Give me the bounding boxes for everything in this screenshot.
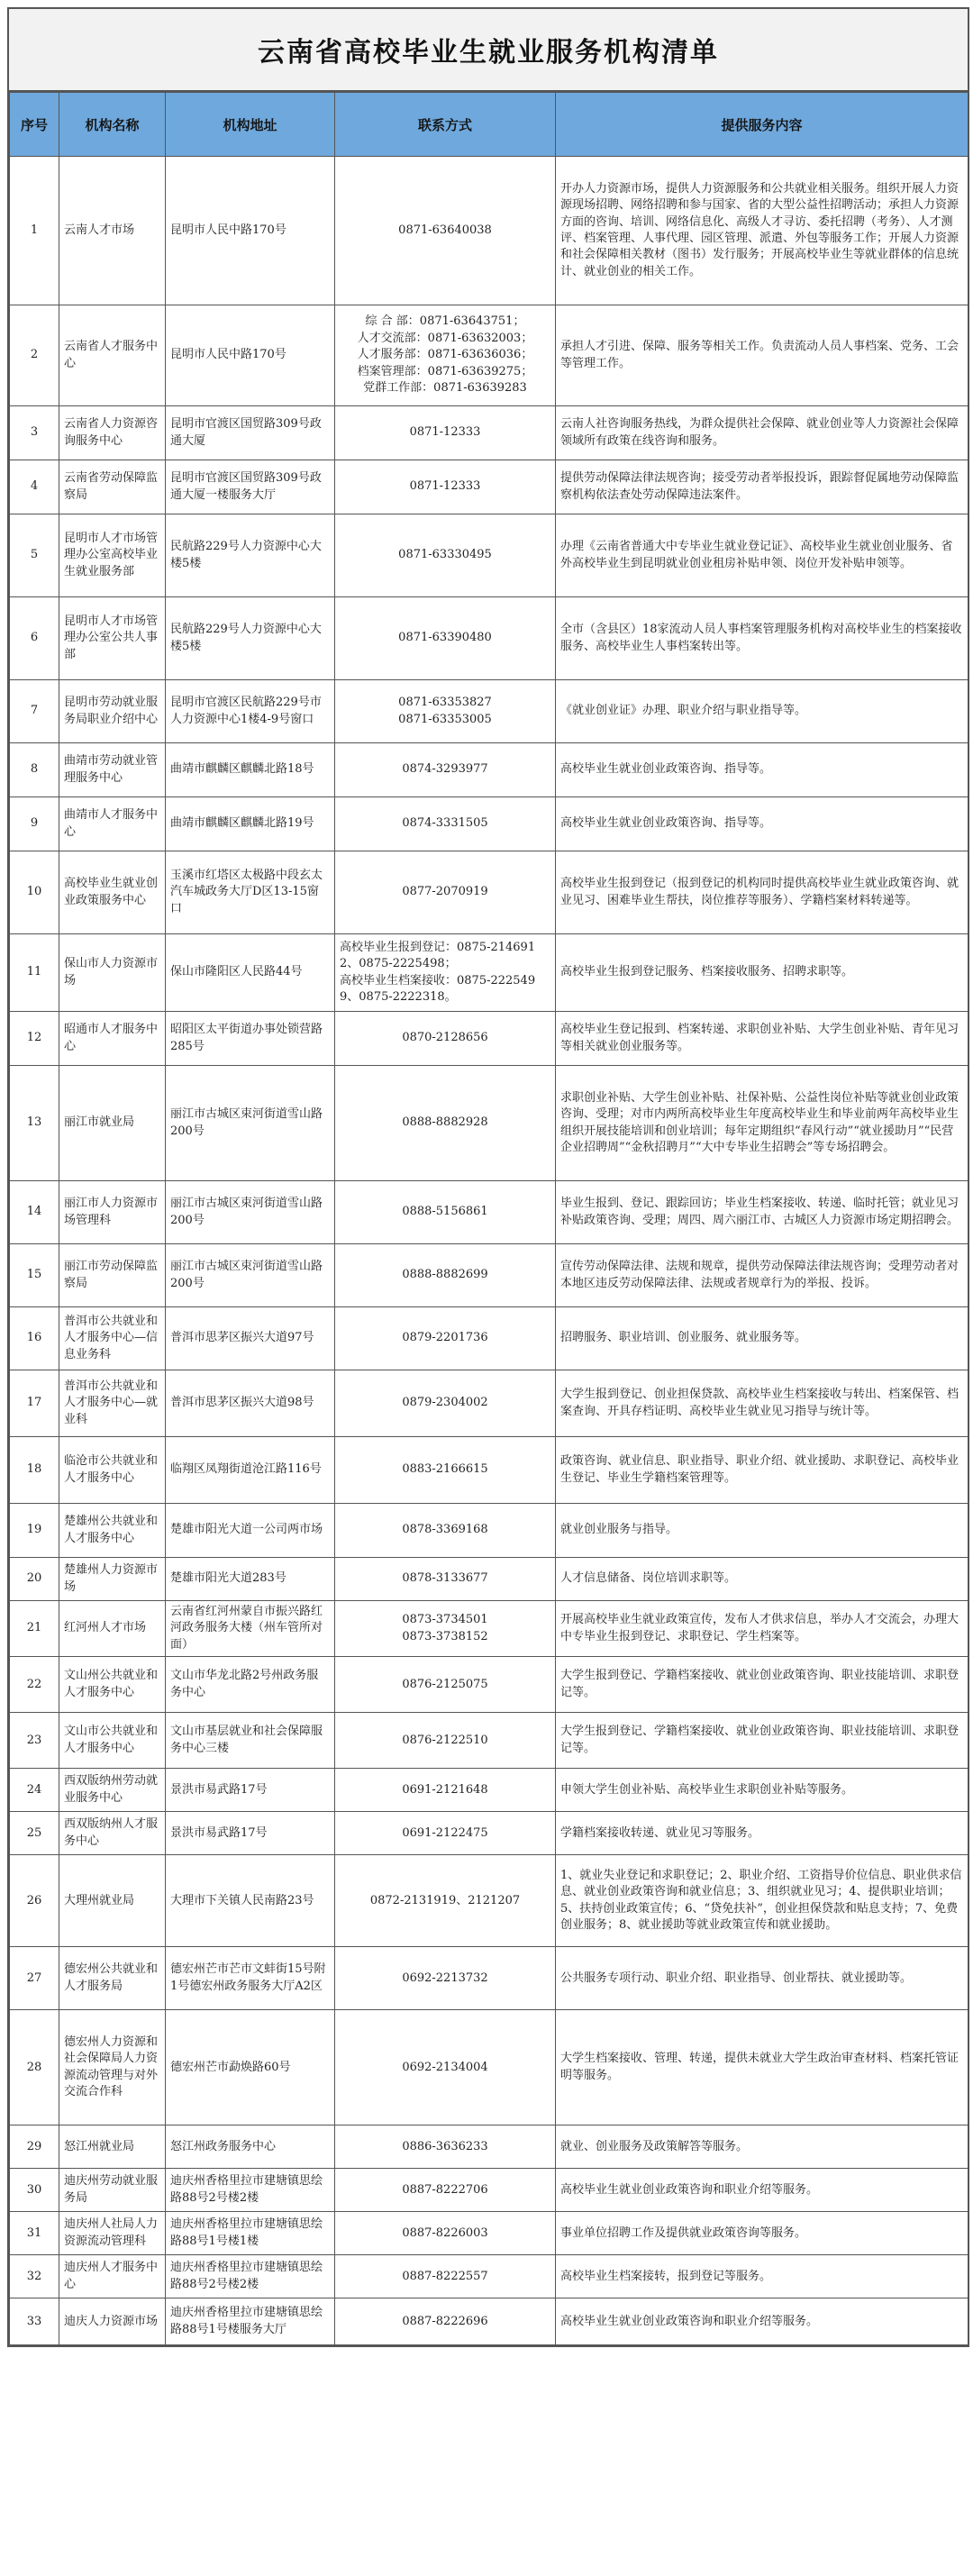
institution-name: 昆明市人才市场管理办公室高校毕业生就业服务部 <box>59 514 166 597</box>
phone-line: 0692-2213732 <box>402 1971 488 1985</box>
institution-contact <box>335 1307 556 1370</box>
row-number: 5 <box>10 514 59 597</box>
service-content: 高校毕业生就业创业政策咨询、指导等。 <box>556 797 968 851</box>
institution-address: 普洱市思茅区振兴大道97号 <box>166 1307 335 1370</box>
header-address: 机构地址 <box>166 93 335 157</box>
institution-name: 丽江市就业局 <box>59 1066 166 1181</box>
row-number: 4 <box>10 460 59 514</box>
institution-contact <box>335 1012 556 1066</box>
service-content: 就业、创业服务及政策解答等服务。 <box>556 2125 968 2169</box>
service-content: 高校毕业生报到登记（报到登记的机构同时提供高校毕业生就业政策咨询、就业见习、困难毕业生帮扶，岗位推荐等服务）、学籍档案材料转递等。 <box>556 851 968 934</box>
service-content: 办理《云南省普通大中专毕业生就业登记证》、高校毕业生就业创业服务、省外高校毕业生到昆明就业创业租房补贴申领、岗位开发补贴申领等。 <box>556 514 968 597</box>
document-title: 云南省高校毕业生就业服务机构清单 <box>9 9 968 92</box>
institution-contact <box>335 1812 556 1855</box>
table-row <box>10 2298 968 2345</box>
table-row <box>10 1855 968 1947</box>
institution-address: 景洪市易武路17号 <box>166 1769 335 1812</box>
table-row <box>10 1601 968 1657</box>
institution-contact <box>335 514 556 597</box>
table-row <box>10 597 968 680</box>
phone-line: 0887-8222557 <box>402 2269 488 2283</box>
institution-address: 楚雄市阳光大道283号 <box>166 1558 335 1601</box>
institution-contact <box>335 797 556 851</box>
phone-line: 0691-2121648 <box>402 1782 488 1797</box>
service-content: 毕业生报到、登记、跟踪回访；毕业生档案接收、转递、临时托管；就业见习补贴政策咨询、受理；周四、周六丽江市、古城区人力资源市场定期招聘会。 <box>556 1181 968 1244</box>
institution-address: 昆明市人民中路170号 <box>166 305 335 406</box>
institution-contact <box>335 1066 556 1181</box>
phone-line: 0888-8882699 <box>402 1268 488 1282</box>
institution-name: 临沧市公共就业和人才服务中心 <box>59 1437 166 1504</box>
institution-contact <box>335 597 556 680</box>
phone-line: 0887-8222696 <box>402 2314 488 2328</box>
service-content: 求职创业补贴、大学生创业补贴、社保补贴、公益性岗位补贴等就业创业政策咨询、受理；对市内两所高校毕业生年度高校毕业生和毕业前两年高校毕业生组织开展技能培训和创业培训；每年定期组织“春风行动”“就业援助月”“民营企业招聘周”“金秋招聘月”“大中专毕业生招聘会”等专场招聘会。 <box>556 1066 968 1181</box>
row-number: 18 <box>10 1437 59 1504</box>
institution-address: 曲靖市麒麟区麒麟北路18号 <box>166 743 335 797</box>
phone-line: 高校毕业生档案接收：0875-2225499、0875-2222318。 <box>340 973 536 1004</box>
table-row <box>10 1012 968 1066</box>
institution-address: 昆明市人民中路170号 <box>166 157 335 305</box>
service-content: 开展高校毕业生就业政策宣传，发布人才供求信息，举办人才交流会，办理大中专毕业生报到登记、求职登记、学生档案等。 <box>556 1601 968 1657</box>
service-content: 云南人社咨询服务热线，为群众提供社会保障、就业创业等人力资源社会保障领域所有政策在线咨询和服务。 <box>556 406 968 460</box>
table-row <box>10 1769 968 1812</box>
institution-name: 西双版纳州人才服务中心 <box>59 1812 166 1855</box>
phone-line: 0873-3738152 <box>402 1629 488 1643</box>
institution-name: 楚雄州人力资源市场 <box>59 1558 166 1601</box>
institution-name: 昭通市人才服务中心 <box>59 1012 166 1066</box>
institution-name: 迪庆州人社局人力资源流动管理科 <box>59 2212 166 2255</box>
institution-address: 怒江州政务服务中心 <box>166 2125 335 2169</box>
service-content: 全市（含县区）18家流动人员人事档案管理服务机构对高校毕业生的档案接收服务、高校毕业生人事档案转出等。 <box>556 597 968 680</box>
institution-contact <box>335 1181 556 1244</box>
institution-name: 怒江州就业局 <box>59 2125 166 2169</box>
institution-contact <box>335 2212 556 2255</box>
institution-contact <box>335 1855 556 1947</box>
table-row <box>10 1244 968 1307</box>
row-number: 12 <box>10 1012 59 1066</box>
institution-contact <box>335 1947 556 2010</box>
header-number: 序号 <box>10 93 59 157</box>
row-number: 19 <box>10 1504 59 1558</box>
service-content: 大学生报到登记、学籍档案接收、就业创业政策咨询、职业技能培训、求职登记等。 <box>556 1657 968 1713</box>
institution-address: 玉溪市红塔区太极路中段玄太汽车城政务大厅D区13-15窗口 <box>166 851 335 934</box>
table-row <box>10 2010 968 2125</box>
institution-contact <box>335 1601 556 1657</box>
phone-line: 0887-8222706 <box>402 2182 488 2197</box>
phone-line: 0888-8882928 <box>402 1115 488 1130</box>
institution-name: 迪庆州劳动就业服务局 <box>59 2169 166 2212</box>
institution-name: 普洱市公共就业和人才服务中心—信息业务科 <box>59 1307 166 1370</box>
phone-line: 0871-12333 <box>409 479 481 494</box>
row-number: 13 <box>10 1066 59 1181</box>
row-number: 17 <box>10 1370 59 1437</box>
phone-line: 党群工作部：0871-63639283 <box>363 381 527 396</box>
service-content: 《就业创业证》办理、职业介绍与职业指导等。 <box>556 680 968 743</box>
row-number: 7 <box>10 680 59 743</box>
institution-name: 保山市人力资源市场 <box>59 934 166 1012</box>
institution-contact <box>335 1244 556 1307</box>
institution-contact <box>335 157 556 305</box>
row-number: 3 <box>10 406 59 460</box>
table-row <box>10 1657 968 1713</box>
institution-address: 昭阳区太平街道办事处锁营路285号 <box>166 1012 335 1066</box>
institution-address: 保山市隆阳区人民路44号 <box>166 934 335 1012</box>
institution-address: 昆明市官渡区国贸路309号政通大厦一楼服务大厅 <box>166 460 335 514</box>
institution-contact <box>335 305 556 406</box>
phone-line: 0887-8226003 <box>402 2226 488 2240</box>
table-row <box>10 460 968 514</box>
row-number: 9 <box>10 797 59 851</box>
phone-line: 人才交流部：0871-63632003； <box>357 331 533 345</box>
phone-line: 0886-3636233 <box>402 2139 488 2153</box>
institution-contact <box>335 1558 556 1601</box>
institution-contact <box>335 934 556 1012</box>
institution-address: 迪庆州香格里拉市建塘镇思绘路88号1号楼服务大厅 <box>166 2298 335 2345</box>
institution-name: 云南人才市场 <box>59 157 166 305</box>
phone-line: 高校毕业生报到登记：0875-2146912、0875-2225498； <box>340 940 536 971</box>
institution-address: 民航路229号人力资源中心大楼5楼 <box>166 597 335 680</box>
institution-contact <box>335 743 556 797</box>
row-number: 32 <box>10 2255 59 2298</box>
institution-list-sheet <box>7 7 969 2347</box>
institution-address: 文山市华龙北路2号州政务服务中心 <box>166 1657 335 1713</box>
phone-line: 0878-3133677 <box>402 1571 488 1586</box>
phone-line: 0878-3369168 <box>402 1523 488 1537</box>
row-number: 2 <box>10 305 59 406</box>
header-contact: 联系方式 <box>335 93 556 157</box>
service-content: 高校毕业生就业创业政策咨询、指导等。 <box>556 743 968 797</box>
service-content: 大学生报到登记、创业担保贷款、高校毕业生档案接收与转出、档案保管、档案查询、开具存档证明、高校毕业生就业见习指导与统计等。 <box>556 1370 968 1437</box>
institution-name: 红河州人才市场 <box>59 1601 166 1657</box>
institution-name: 大理州就业局 <box>59 1855 166 1947</box>
institution-table <box>9 92 968 2345</box>
phone-line: 0874-3293977 <box>402 762 488 777</box>
institution-contact <box>335 2125 556 2169</box>
row-number: 29 <box>10 2125 59 2169</box>
institution-contact <box>335 1657 556 1713</box>
phone-line: 0692-2134004 <box>402 2060 488 2074</box>
service-content: 1、就业失业登记和求职登记；2、职业介绍、工资指导价位信息、职业供求信息、就业创业政策咨询和就业信息；3、组织就业见习；4、提供职业培训；5、扶持创业政策宣传；6、“贷免扶补”，创业担保贷款和贴息支持；7、免费创业服务；8、就业援助等就业政策宣传和就业援助。 <box>556 1855 968 1947</box>
table-row <box>10 1713 968 1769</box>
phone-line: 0879-2201736 <box>402 1331 488 1345</box>
row-number: 16 <box>10 1307 59 1370</box>
table-row <box>10 305 968 406</box>
phone-line: 0888-5156861 <box>402 1205 488 1219</box>
service-content: 高校毕业生就业创业政策咨询和职业介绍等服务。 <box>556 2298 968 2345</box>
institution-address: 迪庆州香格里拉市建塘镇思绘路88号2号楼2楼 <box>166 2255 335 2298</box>
service-content: 大学生报到登记、学籍档案接收、就业创业政策咨询、职业技能培训、求职登记等。 <box>556 1713 968 1769</box>
row-number: 23 <box>10 1713 59 1769</box>
row-number: 15 <box>10 1244 59 1307</box>
table-row <box>10 2125 968 2169</box>
phone-line: 综 合 部：0871-63643751； <box>365 314 525 329</box>
row-number: 33 <box>10 2298 59 2345</box>
institution-name: 曲靖市人才服务中心 <box>59 797 166 851</box>
institution-name: 文山市公共就业和人才服务中心 <box>59 1713 166 1769</box>
institution-contact <box>335 2010 556 2125</box>
institution-address: 丽江市古城区束河街道雪山路200号 <box>166 1066 335 1181</box>
institution-address: 临翔区凤翔街道沧江路116号 <box>166 1437 335 1504</box>
service-content: 就业创业服务与指导。 <box>556 1504 968 1558</box>
service-content: 大学生档案接收、管理、转递，提供未就业大学生政治审查材料、档案托管证明等服务。 <box>556 2010 968 2125</box>
phone-line: 0871-63330495 <box>398 548 492 562</box>
institution-name: 西双版纳州劳动就业服务中心 <box>59 1769 166 1812</box>
row-number: 26 <box>10 1855 59 1947</box>
institution-contact <box>335 2255 556 2298</box>
institution-contact <box>335 851 556 934</box>
institution-contact <box>335 1437 556 1504</box>
institution-contact <box>335 1713 556 1769</box>
institution-address: 民航路229号人力资源中心大楼5楼 <box>166 514 335 597</box>
service-content: 高校毕业生档案接转，报到登记等服务。 <box>556 2255 968 2298</box>
institution-address: 迪庆州香格里拉市建塘镇思绘路88号1号楼1楼 <box>166 2212 335 2255</box>
institution-contact <box>335 2298 556 2345</box>
institution-name: 高校毕业生就业创业政策服务中心 <box>59 851 166 934</box>
phone-line: 0877-2070919 <box>402 885 488 899</box>
table-row <box>10 1947 968 2010</box>
institution-contact <box>335 1769 556 1812</box>
phone-line: 人才服务部：0871-63636036； <box>357 348 533 362</box>
service-content: 招聘服务、职业培训、创业服务、就业服务等。 <box>556 1307 968 1370</box>
table-header-row <box>10 93 968 157</box>
table-row <box>10 406 968 460</box>
row-number: 22 <box>10 1657 59 1713</box>
institution-address: 景洪市易武路17号 <box>166 1812 335 1855</box>
row-number: 25 <box>10 1812 59 1855</box>
phone-line: 0870-2128656 <box>402 1031 488 1045</box>
phone-line: 0879-2304002 <box>402 1396 488 1410</box>
phone-line: 0871-63390480 <box>398 631 492 645</box>
institution-name: 迪庆人力资源市场 <box>59 2298 166 2345</box>
row-number: 14 <box>10 1181 59 1244</box>
institution-contact <box>335 2169 556 2212</box>
institution-name: 昆明市劳动就业服务局职业介绍中心 <box>59 680 166 743</box>
institution-address: 楚雄市阳光大道一公司两市场 <box>166 1504 335 1558</box>
service-content: 高校毕业生登记报到、档案转递、求职创业补贴、大学生创业补贴、青年见习等相关就业创业服务等。 <box>556 1012 968 1066</box>
header-name: 机构名称 <box>59 93 166 157</box>
table-body <box>10 157 968 2345</box>
table-row <box>10 797 968 851</box>
institution-name: 云南省劳动保障监察局 <box>59 460 166 514</box>
table-row <box>10 2212 968 2255</box>
row-number: 30 <box>10 2169 59 2212</box>
institution-contact <box>335 680 556 743</box>
institution-name: 昆明市人才市场管理办公室公共人事部 <box>59 597 166 680</box>
table-row <box>10 1437 968 1504</box>
table-row <box>10 514 968 597</box>
table-row <box>10 2169 968 2212</box>
row-number: 21 <box>10 1601 59 1657</box>
phone-line: 0873-3734501 <box>402 1613 488 1627</box>
institution-name: 德宏州人力资源和社会保障局人力资源流动管理与对外交流合作科 <box>59 2010 166 2125</box>
table-row <box>10 851 968 934</box>
service-content: 政策咨询、就业信息、职业指导、职业介绍、就业援助、求职登记、高校毕业生登记、毕业生学籍档案管理等。 <box>556 1437 968 1504</box>
phone-line: 0876-2125075 <box>402 1677 488 1691</box>
table-row <box>10 1370 968 1437</box>
service-content: 学籍档案接收转递、就业见习等服务。 <box>556 1812 968 1855</box>
institution-name: 云南省人力资源咨询服务中心 <box>59 406 166 460</box>
institution-name: 文山州公共就业和人才服务中心 <box>59 1657 166 1713</box>
table-row <box>10 1812 968 1855</box>
table-row <box>10 2255 968 2298</box>
institution-name: 云南省人才服务中心 <box>59 305 166 406</box>
row-number: 10 <box>10 851 59 934</box>
institution-contact <box>335 406 556 460</box>
institution-address: 曲靖市麒麟区麒麟北路19号 <box>166 797 335 851</box>
institution-address: 昆明市官渡区国贸路309号政通大厦 <box>166 406 335 460</box>
service-content: 公共服务专项行动、职业介绍、职业指导、创业帮扶、就业援助等。 <box>556 1947 968 2010</box>
service-content: 事业单位招聘工作及提供就业政策咨询等服务。 <box>556 2212 968 2255</box>
institution-address: 迪庆州香格里拉市建塘镇思绘路88号2号楼2楼 <box>166 2169 335 2212</box>
service-content: 开办人力资源市场，提供人力资源服务和公共就业相关服务。组织开展人力资源现场招聘、网络招聘和参与国家、省的大型公益性招聘活动；承担人力资源方面的咨询、培训、网络信息化、高级人才寻访、委托招聘（考务）、人才测评、档案管理、人事代理、园区管理、派遣、外包等服务工作；开展人力资源和社会保障相关教材（图书）发行服务；开展高校毕业生等就业群体的信息统计、就业创业的相关工作。 <box>556 157 968 305</box>
row-number: 31 <box>10 2212 59 2255</box>
phone-line: 0871-12333 <box>409 425 481 440</box>
row-number: 8 <box>10 743 59 797</box>
service-content: 高校毕业生就业创业政策咨询和职业介绍等服务。 <box>556 2169 968 2212</box>
row-number: 11 <box>10 934 59 1012</box>
institution-address: 丽江市古城区束河街道雪山路200号 <box>166 1181 335 1244</box>
table-row <box>10 1066 968 1181</box>
phone-line: 0874-3331505 <box>402 816 488 831</box>
row-number: 6 <box>10 597 59 680</box>
institution-name: 曲靖市劳动就业管理服务中心 <box>59 743 166 797</box>
institution-name: 丽江市劳动保障监察局 <box>59 1244 166 1307</box>
institution-name: 迪庆州人才服务中心 <box>59 2255 166 2298</box>
service-content: 宣传劳动保障法律、法规和规章，提供劳动保障法律法规咨询；受理劳动者对本地区违反劳动保障法律、法规或者规章行为的举报、投诉。 <box>556 1244 968 1307</box>
row-number: 20 <box>10 1558 59 1601</box>
institution-address: 云南省红河州蒙自市振兴路红河政务服务大楼（州车管所对面） <box>166 1601 335 1657</box>
phone-line: 0876-2122510 <box>402 1733 488 1747</box>
table-row <box>10 1307 968 1370</box>
row-number: 1 <box>10 157 59 305</box>
institution-address: 德宏州芒市芒市文蚌街15号附1号德宏州政务服务大厅A2区 <box>166 1947 335 2010</box>
service-content: 提供劳动保障法律法规咨询；接受劳动者举报投诉，跟踪督促属地劳动保障监察机构依法查处劳动保障违法案件。 <box>556 460 968 514</box>
service-content: 承担人才引进、保障、服务等相关工作。负责流动人员人事档案、党务、工会等管理工作。 <box>556 305 968 406</box>
institution-name: 普洱市公共就业和人才服务中心—就业科 <box>59 1370 166 1437</box>
institution-address: 丽江市古城区束河街道雪山路200号 <box>166 1244 335 1307</box>
institution-name: 楚雄州公共就业和人才服务中心 <box>59 1504 166 1558</box>
table-row <box>10 743 968 797</box>
institution-address: 文山市基层就业和社会保障服务中心三楼 <box>166 1713 335 1769</box>
row-number: 28 <box>10 2010 59 2125</box>
table-row <box>10 157 968 305</box>
header-service: 提供服务内容 <box>556 93 968 157</box>
service-content: 人才信息储备、岗位培训求职等。 <box>556 1558 968 1601</box>
institution-address: 昆明市官渡区民航路229号市人力资源中心1楼4-9号窗口 <box>166 680 335 743</box>
phone-line: 0872-2131919、2121207 <box>369 1893 521 1907</box>
institution-contact <box>335 1370 556 1437</box>
institution-contact <box>335 1504 556 1558</box>
institution-name: 德宏州公共就业和人才服务局 <box>59 1947 166 2010</box>
institution-address: 大理市下关镇人民南路23号 <box>166 1855 335 1947</box>
service-content: 高校毕业生报到登记服务、档案接收服务、招聘求职等。 <box>556 934 968 1012</box>
institution-address: 德宏州芒市勐焕路60号 <box>166 2010 335 2125</box>
institution-address: 普洱市思茅区振兴大道98号 <box>166 1370 335 1437</box>
table-row <box>10 1504 968 1558</box>
table-row <box>10 1181 968 1244</box>
institution-name: 丽江市人力资源市场管理科 <box>59 1181 166 1244</box>
phone-line: 0883-2166615 <box>402 1462 488 1477</box>
phone-line: 0871-63640038 <box>398 223 492 237</box>
service-content: 申领大学生创业补贴、高校毕业生求职创业补贴等服务。 <box>556 1769 968 1812</box>
institution-contact <box>335 460 556 514</box>
phone-line: 0871-63353005 <box>398 712 492 726</box>
row-number: 24 <box>10 1769 59 1812</box>
phone-line: 档案管理部：0871-63639275； <box>357 364 533 378</box>
table-row <box>10 1558 968 1601</box>
row-number: 27 <box>10 1947 59 2010</box>
phone-line: 0691-2122475 <box>402 1825 488 1840</box>
phone-line: 0871-63353827 <box>398 696 492 710</box>
table-row <box>10 934 968 1012</box>
table-row <box>10 680 968 743</box>
